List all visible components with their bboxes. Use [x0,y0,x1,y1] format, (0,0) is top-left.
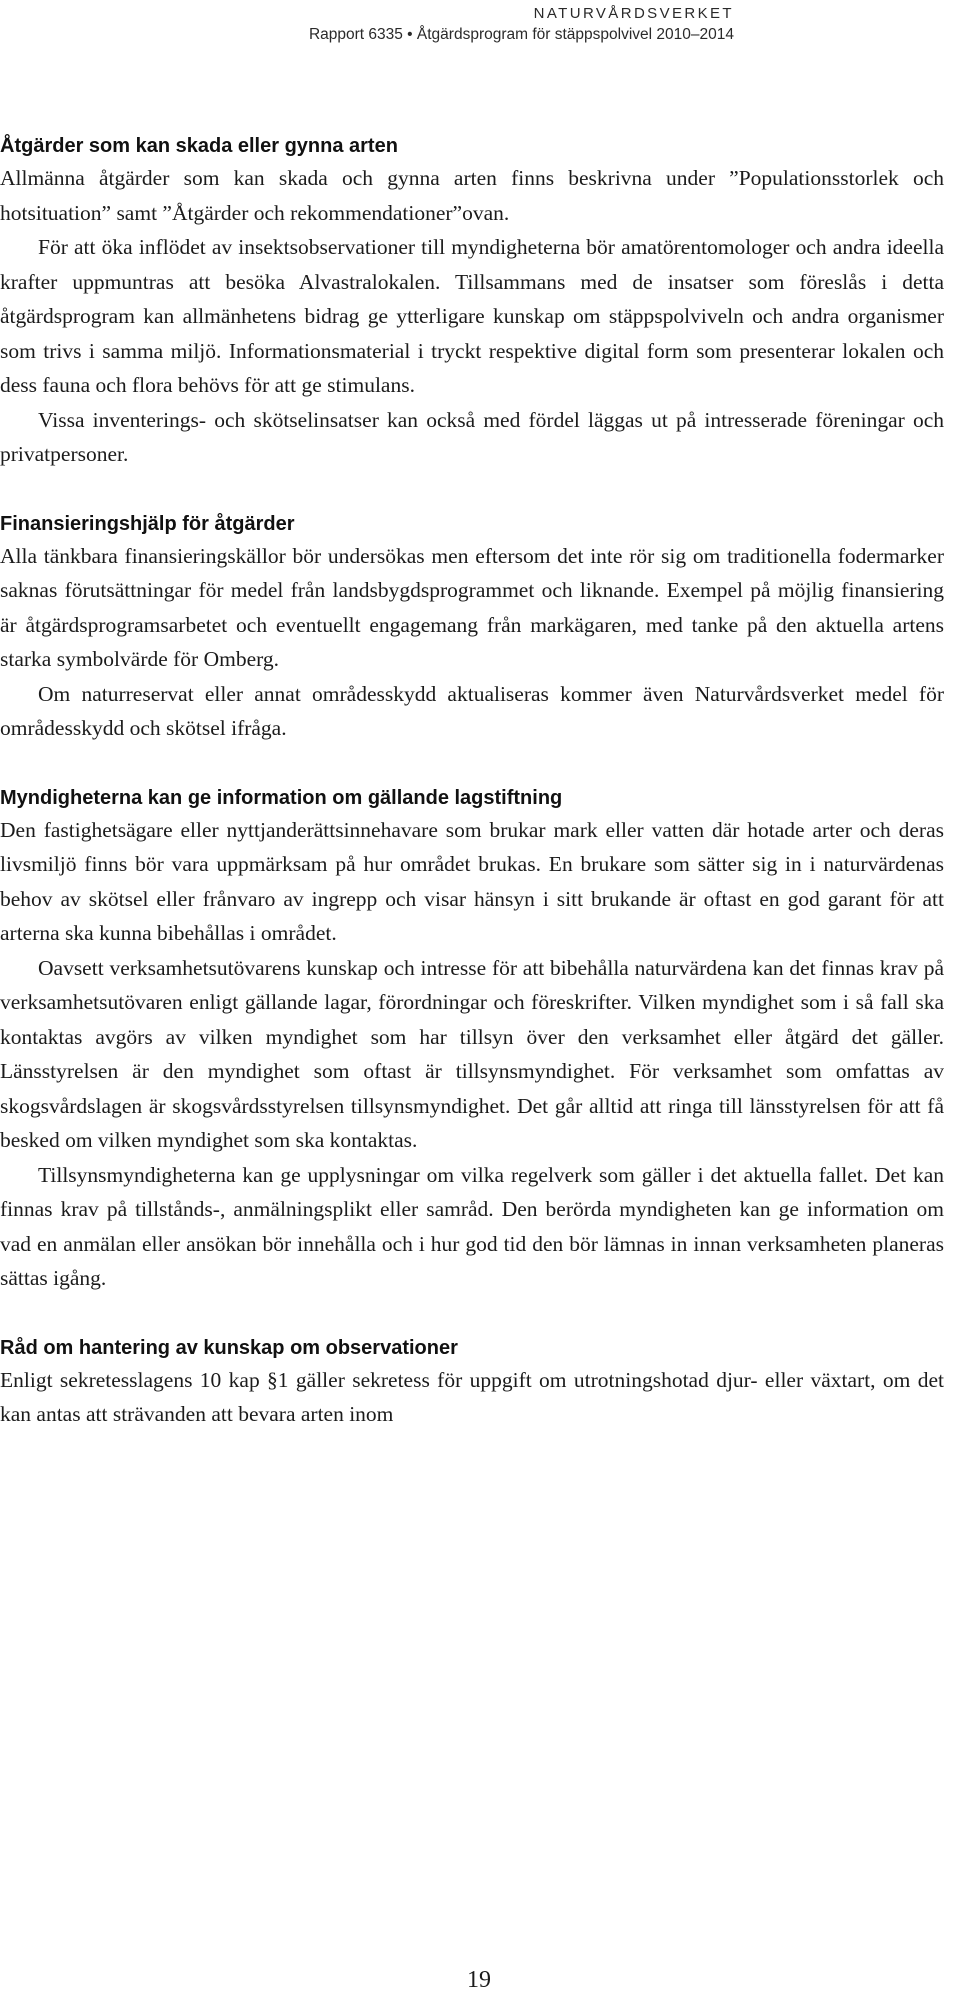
paragraph: Alla tänkbara finansieringskällor bör undersökas men eftersom det inte rör sig om traditionella fodermarker saknas förutsättningar för medel från landsbygdsprogrammet och liknande. Exempel på möjlig finansiering är åtgärdsprogramsarbetet och eventuellt engagemang från markägaren, med tanke på den aktuella artens starka symbolvärde för Omberg. [0,543,944,671]
paragraph: Om naturreservat eller annat områdesskydd aktualiseras kommer även Naturvårdsverket medel för områdesskydd och skötsel ifråga. [0,681,944,740]
paragraph: Allmänna åtgärder som kan skada och gynna arten finns beskrivna under ”Populationsstorlek och hotsituation” samt ”Åtgärder och rekommendationer”ovan. [0,166,944,225]
section-legislation [0,783,944,1296]
section-heading: Finansieringshjälp för åtgärder [0,512,295,535]
section-heading: Råd om hantering av kunskap om observationer [0,1336,458,1359]
paragraph: Oavsett verksamhetsutövarens kunskap och intresse för att bibehålla naturvärdena kan det finnas krav på verksamhetsutövaren enligt gällande lagar, förordningar och föreskrifter. Vilken myndighet som i så fall ska kontaktas avgörs av vilken myndighet som har tillsyn över den verksamhet eller åtgärd det gäller. Länsstyrelsen är den myndighet som oftast är tillsynsmyndighet. För verksamhet som omfattas av skogsvårdslagen är skogsvårdsstyrelsen tillsynsmyndighet. Det går alltid att ringa till länsstyrelsen för att få besked om vilken myndighet som ska kontaktas. [0,955,944,1152]
page-body [0,131,944,1469]
paragraph: Vissa inventerings- och skötselinsatser kan också med fördel läggas ut på intresserade föreningar och privatpersoner. [0,407,944,466]
section-heading: Åtgärder som kan skada eller gynna arten [0,135,398,157]
paragraph: För att öka inflödet av insektsobservationer till myndigheterna bör amatörentomologer och andra ideella krafter uppmuntras att besöka Alvastralokalen. Tillsammans med de insatser som föreslås i detta åtgärdsprogram kan allmänhetens bidrag ge ytterligare kunskap om stäppspolviveln och andra organismer som trivs i samma miljö. Informationsmaterial i tryckt respektive digital form som presenterar lokalen och dess fauna och flora behövs för att ge stimulans. [0,235,944,397]
paragraph: Den fastighetsägare eller nyttjanderättsinnehavare som brukar mark eller vatten där hotade arter och deras livsmiljö finns bör vara uppmärksam på hur området brukas. En brukare som sätter sig in i naturvärdenas behov av skötsel eller frånvaro av ingrepp och visar hänsyn i sitt brukande är oftast en god garant för att arterna ska kunna bibehållas i området. [0,817,944,945]
section-heading: Myndigheterna kan ge information om gällande lagstiftning [0,786,563,809]
section-observations [0,1333,944,1432]
paragraph: Enligt sekretesslagens 10 kap §1 gäller sekretess för uppgift om utrotningshotad djur- eller växtart, om det kan antas att strävanden att bevara arten inom [0,1367,944,1426]
running-header [309,4,734,46]
section-funding [0,509,944,746]
publisher-name: NATURVÅRDSVERKET [533,5,734,22]
report-title: Rapport 6335 • Åtgärdsprogram för stäppspolvivel 2010–2014 [308,26,734,43]
page-number: 19 [467,1967,491,1993]
paragraph: Tillsynsmyndigheterna kan ge upplysningar om vilka regelverk som gäller i det aktuella fallet. Det kan finnas krav på tillstånds-, anmälningsplikt eller samråd. Den berörda myndigheten kan ge information om vad en anmälan eller ansökan bör innehålla och i hur god tid den bör lämnas in innan verksamheten planeras sättas igång. [0,1162,944,1290]
section-actions [0,131,944,472]
